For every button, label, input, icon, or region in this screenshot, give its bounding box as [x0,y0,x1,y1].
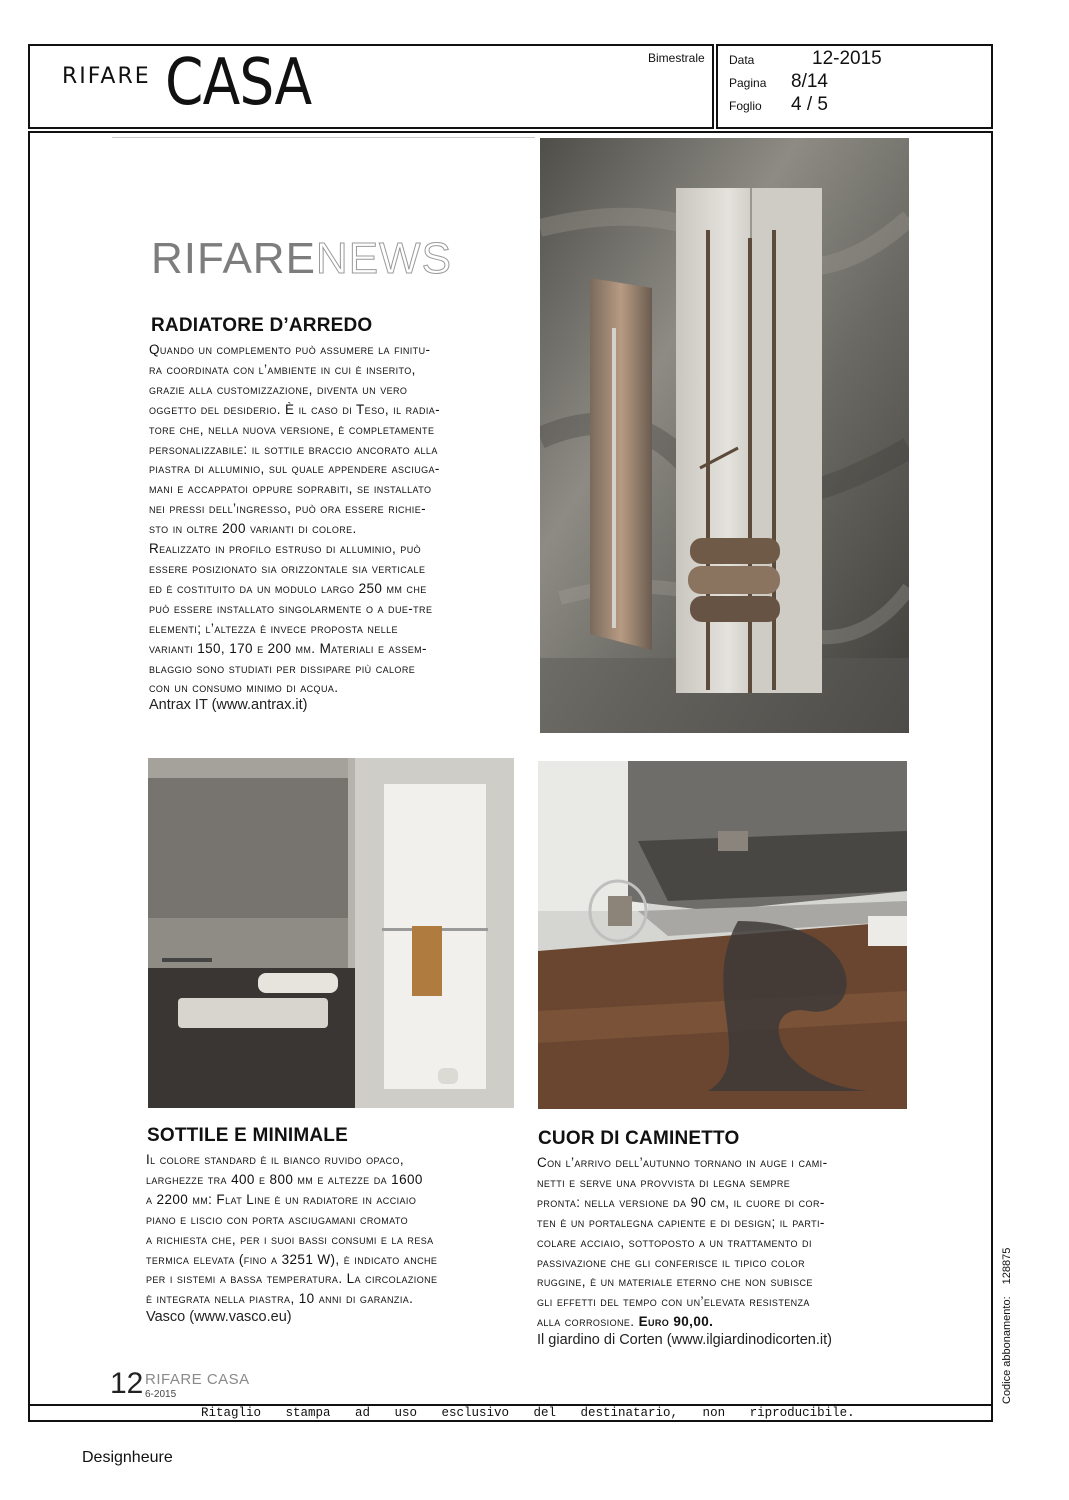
body-line-last [537,1312,827,1332]
meta-date-value: 12-2015 [812,48,882,69]
folio-issue: 6-2015 [145,1389,177,1400]
body-line: ten è un portalegna capiente e di design; il parti- [537,1214,825,1230]
body-line: Realizzato in profilo estruso di alluminio, può [149,541,422,557]
body-line: oggetto del desiderio. È il caso di Teso, il radia- [149,401,441,417]
meta-page-label: Pagina [729,76,767,90]
article-source-antrax: Antrax IT (www.antrax.it) [149,697,308,713]
body-line: nei pressi dell’ingresso, può ora essere richie- [149,501,427,517]
radiator-photo [540,138,909,733]
body-line: elementi; l’altezza è invece proposta nelle [149,620,398,636]
article-title-radiatore: RADIATORE D’ARREDO [151,315,373,336]
article-title-sottile: SOTTILE E MINIMALE [147,1125,348,1146]
fireplace-illustration [538,761,907,1109]
body-line: è integrata nella piastra, 10 anni di garanzia. [146,1291,414,1307]
body-line: Il colore standard è il bianco ruvido opaco, [146,1152,405,1167]
article-body-cuor [537,1153,827,1332]
body-line: ed è costituito da un modulo largo 250 mm che [149,580,427,596]
bathroom-illustration [148,758,514,1108]
article-body-radiatore [149,340,440,698]
fireplace-photo [538,761,907,1109]
subscription-code-label: Codice abbonamento: [1001,1296,1013,1404]
body-line: mani e accappatoi oppure soprabiti, se installato [149,481,432,497]
article-source-corten: Il giardino di Corten (www.ilgiardinodicorten.it) [537,1332,832,1348]
meta-page-value: 8/14 [791,71,828,92]
body-line: alla corrosione. [537,1314,635,1330]
folio-magazine: RIFARE CASA [145,1371,250,1388]
body-line: netti e serve una provvista di legna sempre [537,1174,791,1190]
body-line: passivazione che gli conferisce il tipico color [537,1254,806,1270]
body-line: per i sistemi a bassa temperatura. La circolazione [146,1271,438,1287]
body-line: essere posizionato sia orizzontale sia verticale [149,560,426,576]
folio-page-number: 12 [110,1367,144,1400]
body-line: piastra di alluminio, sul quale appendere asciuga- [149,461,440,477]
body-line: a 2200 mm: Flat Line è un radiatore in acciaio [146,1191,417,1207]
body-line: gli effetti del tempo con un’elevata resistenza [537,1294,810,1310]
article-source-vasco: Vasco (www.vasco.eu) [146,1309,292,1325]
body-line: varianti 150, 170 e 200 mm. Materiali e assem- [149,640,427,656]
body-line: con un consumo minimo di acqua. [149,680,339,696]
subscription-code [1001,1248,1013,1404]
logo-casa: CASA [165,46,312,120]
logo-rifare: RIFARE [62,64,151,89]
body-line: può essere installato singolarmente o a due-tre [149,600,433,616]
body-line: blaggio sono studiati per dissipare più calore [149,660,416,676]
section-heading [151,234,452,284]
meta-date-label: Data [729,53,755,67]
meta-sheet-label: Foglio [729,99,762,113]
body-line: ra coordinata con l’ambiente in cui è inserito, [149,361,416,377]
body-line: a richiesta che, per i suoi bassi consumi e la resa [146,1231,434,1247]
bathroom-photo [148,758,514,1108]
body-line: piano e liscio con porta asciugamani cromato [146,1211,408,1227]
article-body-sottile [146,1150,437,1309]
radiator-illustration [540,138,909,733]
body-line: sto in oltre 200 varianti di colore. [149,521,357,537]
price: Euro 90,00. [638,1314,714,1330]
body-line: colare acciaio, sottoposto a un trattamento di [537,1234,812,1250]
body-line: larghezze tra 400 e 800 mm e altezze da 1600 [146,1171,423,1187]
brand-label: Designheure [82,1449,173,1466]
section-heading-news: NEWS [315,234,452,283]
body-line: pronta: nella versione da 90 cm, il cuore di cor- [537,1194,825,1210]
body-line: Quando un complemento può assumere la finitu- [149,342,431,357]
disclaimer: Ritaglio stampa ad uso esclusivo del destinatario, non riproducibile. [201,1406,855,1420]
body-line: grazie alla customizzazione, diventa un vero [149,381,408,397]
body-line: ruggine, è un materiale eterno che non subisce [537,1274,813,1290]
meta-sheet-value: 4 / 5 [791,94,828,115]
frequency-label: Bimestrale [648,51,705,65]
body-line: termica elevata (fino a 3251 W), è indicato anche [146,1251,438,1267]
subscription-code-value: 128875 [1001,1247,1013,1285]
body-line: Con l’arrivo dell’autunno tornano in auge i cami- [537,1155,828,1170]
body-line: personalizzabile: il sottile braccio ancorato alla [149,441,438,457]
section-heading-rifare: RIFARE [151,234,316,283]
article-title-cuor: CUOR DI CAMINETTO [538,1128,740,1149]
body-line: tore che, nella nuova versione, è completamente [149,421,435,437]
top-rule [112,137,535,138]
